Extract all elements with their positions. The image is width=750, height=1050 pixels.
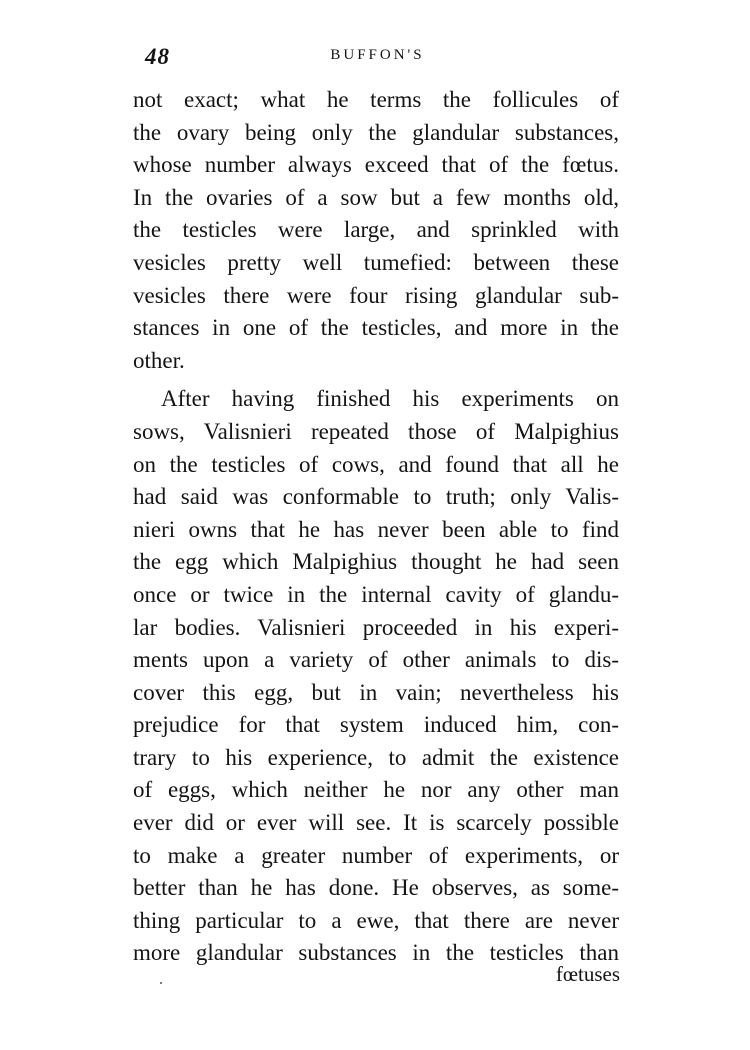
text-line: not exact; what he terms the follicules of xyxy=(133,87,619,112)
running-title: BUFFON'S xyxy=(330,47,425,63)
text-line: nieri owns that he has never been able to find xyxy=(133,516,619,542)
page-number: 48 xyxy=(145,44,170,69)
paragraph xyxy=(133,84,619,377)
text-line: cover this egg, but in vain; nevertheless his xyxy=(133,679,619,705)
text-line: In the ovaries of a sow but a few months old, xyxy=(133,184,619,210)
text-line: once or twice in the internal cavity of glandu- xyxy=(133,581,619,607)
page-header xyxy=(135,44,620,74)
text-line: of eggs, which neither he nor any other man xyxy=(133,777,619,803)
text-line: other. xyxy=(133,347,185,373)
text-line: sows, Valisnieri repeated those of Malpighius xyxy=(133,418,619,444)
text-line: vesicles there were four rising glandular sub- xyxy=(133,282,619,308)
text-line: the egg which Malpighius thought he had seen xyxy=(133,549,619,575)
paragraph xyxy=(133,383,619,970)
catchword: fœtuses xyxy=(555,962,620,986)
text-line: more glandular substances in the testicles than xyxy=(133,940,619,966)
text-line: the ovary being only the glandular substances, xyxy=(133,119,619,145)
text-line: had said was conformable to truth; only Valis- xyxy=(133,484,619,510)
text-line: trary to his experience, to admit the existence xyxy=(133,744,619,770)
text-line: ments upon a variety of other animals to dis- xyxy=(133,647,619,673)
text-line: thing particular to a ewe, that there are never xyxy=(133,907,619,933)
text-line: lar bodies. Valisnieri proceeded in his experi- xyxy=(133,614,619,640)
body-text xyxy=(133,84,619,970)
text-line: stances in one of the testicles, and more in the xyxy=(133,315,619,341)
text-line: to make a greater number of experiments, or xyxy=(133,842,619,868)
print-speck xyxy=(160,982,162,984)
text-line: vesicles pretty well tumefied: between these xyxy=(133,249,619,275)
text-line: the testicles were large, and sprinkled with xyxy=(133,217,619,243)
text-line: on the testicles of cows, and found that all he xyxy=(133,451,619,477)
text-line: whose number always exceed that of the fœtus. xyxy=(133,152,619,178)
text-line: After having finished his experiments on xyxy=(161,386,619,412)
text-line: prejudice for that system induced him, con- xyxy=(133,712,619,738)
text-line: better than he has done. He observes, as some- xyxy=(133,875,619,901)
text-line: ever did or ever will see. It is scarcely possible xyxy=(133,810,619,836)
